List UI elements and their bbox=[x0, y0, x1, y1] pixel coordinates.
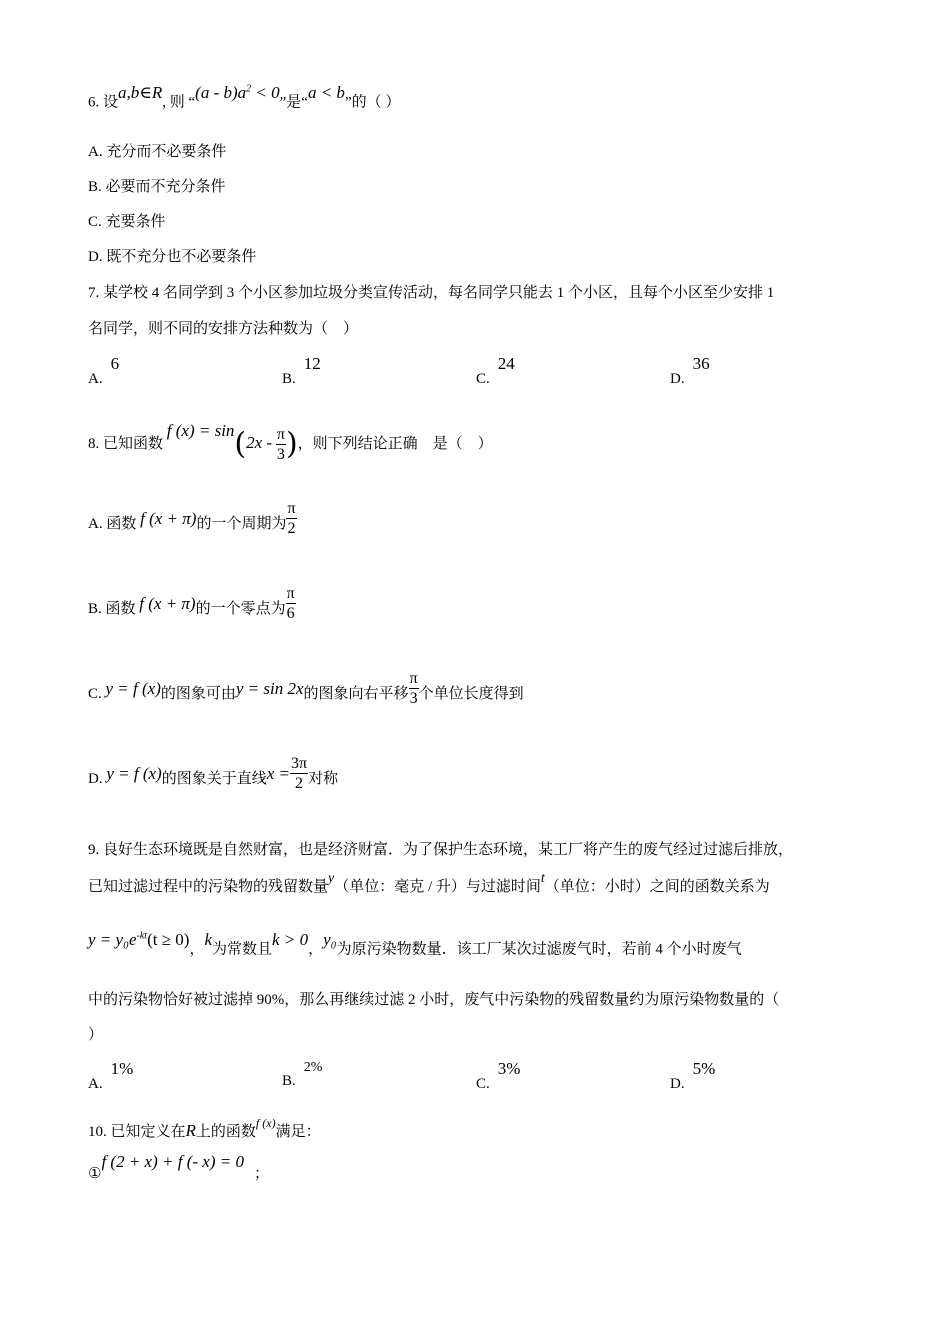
q6-option-d: D. 既不充分也不必要条件 bbox=[88, 249, 257, 265]
q7-stem-line2: 名同学，则不同的安排方法种数为（ ） bbox=[88, 321, 359, 337]
q7-option-c: C.24 bbox=[476, 354, 515, 387]
q6-text-3: ”的（ ） bbox=[344, 94, 401, 111]
q9-option-a: A.1% bbox=[88, 1059, 134, 1092]
q8-fraction: $\frac{\pi}{3}$ bbox=[276, 426, 285, 464]
q9-option-b: B.2% bbox=[282, 1060, 323, 1089]
q8-inner: 2x - bbox=[246, 433, 273, 452]
q10-condition-1: ①f (2 + x) + f (- x) = 0； bbox=[88, 1152, 269, 1182]
q7-option-a: A.6 bbox=[88, 354, 120, 387]
q8-stem: 8. 已知函数 f (x) = sin(2x - $\frac{\pi}{3}$ )，则下列结论正确 是（ ） bbox=[88, 421, 493, 464]
q6-option-c: C. 充要条件 bbox=[88, 214, 166, 230]
q6-option-b: B. 必要而不充分条件 bbox=[88, 179, 226, 195]
q7-stem-line1: 7. 某学校 4 名同学到 3 个小区参加垃圾分类宣传活动，每名同学只能去 1 个小区，且每个小区至少安排 1 bbox=[88, 285, 775, 301]
q6-number: 6. 设 bbox=[88, 94, 119, 111]
q9-stem-line1: 9. 良好生态环境既是自然财富，也是经济财富．为了保护生态环境，某工厂将产生的废气经过过滤后排放， bbox=[88, 842, 794, 858]
q8-function: f (x) = sin bbox=[166, 421, 235, 440]
q9-stem-line2: 已知过滤过程中的污染物的残留数量y（单位：毫克 / 升）与过滤时间t（单位：小时）之间的函数关系为 bbox=[88, 871, 770, 895]
q6-text-1: , 则 “ bbox=[162, 94, 196, 111]
q8-option-a: A. 函数 f (x + π)的一个周期为 $\frac{\pi}{2}$ bbox=[88, 500, 296, 538]
q9-formula: $y = y_0e^{-kt}(t \ge 0)$ bbox=[88, 929, 190, 949]
q6-text-2: ”是“ bbox=[279, 94, 308, 111]
q7-option-d: D.36 bbox=[670, 354, 710, 387]
q9-stem-line4: 中的污染物恰好被过滤掉 90%，那么再继续过滤 2 小时，废气中污染物的残留数量约为原污染物数量的（ bbox=[88, 992, 780, 1008]
q8-number: 8. 已知函数 bbox=[88, 436, 164, 452]
q9-stem-line3: $y = y_0e^{-kt}(t \ge 0)$，k为常数且k > 0，y₀为原污染物数量．该工厂某次过滤废气时，若前 4 个小时废气 bbox=[88, 929, 742, 958]
q9-option-d: D.5% bbox=[670, 1059, 716, 1092]
q8-option-d: D. y = f (x)的图象关于直线x = $\frac{3\pi}{2}$ 对称 bbox=[88, 755, 339, 793]
q6-stem bbox=[88, 82, 401, 113]
q8-text: ，则下列结论正确 是（ ） bbox=[297, 436, 493, 452]
q7-option-b: B.12 bbox=[282, 354, 321, 387]
q6-option-a: A. 充分而不必要条件 bbox=[88, 144, 227, 160]
q6-expr1: $(a - b)a^2 < 0$ bbox=[195, 82, 280, 102]
q8-option-b: B. 函数 f (x + π)的一个零点为 $\frac{\pi}{6}$ bbox=[88, 585, 295, 623]
q9-stem-line5: ） bbox=[88, 1027, 104, 1043]
q10-stem: 10. 已知定义在R上的函数$^{f (x)}$满足： bbox=[88, 1116, 321, 1140]
q6-condition: a,b∈R bbox=[118, 82, 163, 102]
q9-option-c: C.3% bbox=[476, 1059, 521, 1092]
q8-option-c: C. y = f (x)的图象可由y = sin 2x的图象向右平移 $\frac{\pi}{3}$ 个单位长度得到 bbox=[88, 670, 524, 708]
q6-expr2: a < b bbox=[307, 82, 345, 102]
